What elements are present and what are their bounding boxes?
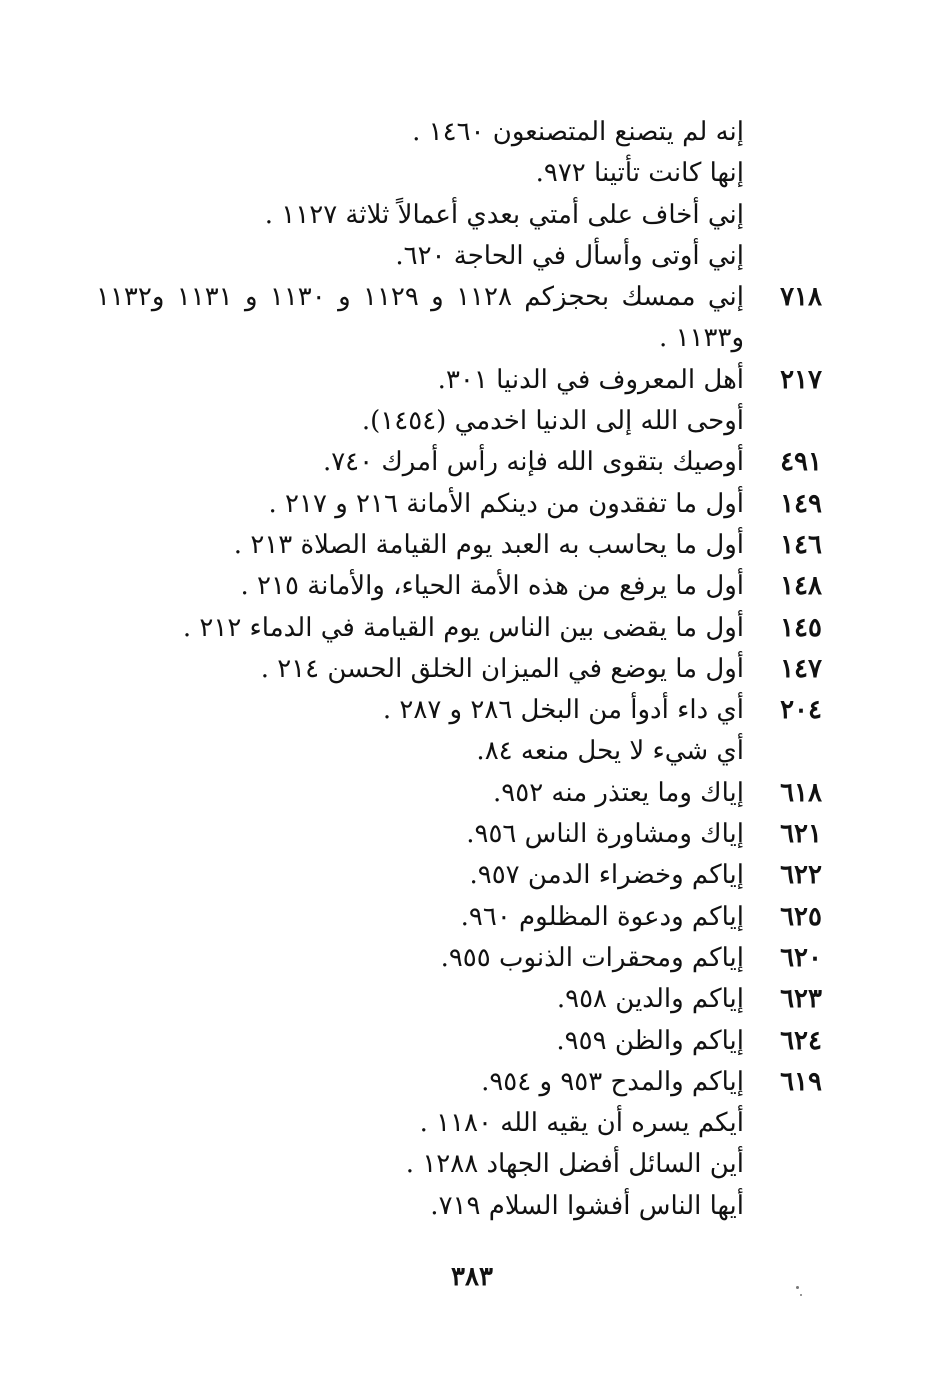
scan-speck bbox=[796, 1286, 799, 1289]
index-entry bbox=[100, 979, 822, 1020]
index-entry bbox=[100, 236, 822, 277]
entry-number: ٤٩١ bbox=[780, 447, 822, 478]
index-entries bbox=[96, 112, 822, 1227]
index-entry bbox=[100, 195, 822, 236]
entry-number: ٦٢٥ bbox=[780, 901, 822, 932]
entry-text: إياكم ودعوة المظلوم ٩٦٠. bbox=[460, 901, 744, 932]
entry-number: ١٤٩ bbox=[780, 488, 822, 519]
entry-number: ٦٢٠ bbox=[780, 942, 822, 973]
entry-text: إياكم والظن ٩٥٩. bbox=[556, 1025, 744, 1056]
index-entry bbox=[100, 690, 822, 731]
entry-number: ٦٢٣ bbox=[780, 984, 822, 1015]
entry-text: إياكم والمدح ٩٥٣ و ٩٥٤. bbox=[481, 1066, 744, 1097]
index-entry bbox=[100, 442, 822, 483]
entry-text: إياكم والدين ٩٥٨. bbox=[556, 984, 744, 1015]
entry-text: أين السائل أفضل الجهاد ١٢٨٨ . bbox=[405, 1149, 744, 1180]
index-entry bbox=[100, 897, 822, 938]
index-entry bbox=[100, 649, 822, 690]
entry-text: إياك ومشاورة الناس ٩٥٦. bbox=[466, 819, 744, 850]
index-entry bbox=[100, 153, 822, 194]
entry-number: ٧١٨ bbox=[780, 282, 822, 313]
entry-text: أيكم يسره أن يقيه الله ١١٨٠ . bbox=[419, 1108, 744, 1139]
entry-text: إني ممسك بحجزكم ١١٢٨ و ١١٢٩ و ١١٣٠ و ١١٣١ و١١٣٢ و١١٣٣ . bbox=[96, 282, 745, 354]
entry-text: أي داء أدوأ من البخل ٢٨٦ و ٢٨٧ . bbox=[382, 695, 744, 726]
entry-text: أول ما يحاسب به العبد يوم القيامة الصلاة ٢١٣ . bbox=[233, 529, 744, 560]
entry-text: أول ما يقضى بين الناس يوم القيامة في الدماء ٢١٢ . bbox=[182, 612, 744, 643]
index-entry bbox=[100, 731, 822, 772]
scan-speck bbox=[800, 1294, 802, 1296]
entry-number: ٢٠٤ bbox=[780, 695, 822, 726]
entry-number: ١٤٦ bbox=[780, 529, 822, 560]
entry-number: ٦٢٢ bbox=[780, 860, 822, 891]
entry-text: أهل المعروف في الدنيا ٣٠١. bbox=[437, 364, 744, 395]
index-entry bbox=[100, 1144, 822, 1185]
entry-text: إني أخاف على أمتي بعدي أعمالاً ثلاثة ١١٢٧ . bbox=[264, 199, 744, 230]
entry-text: إياكم وخضراء الدمن ٩٥٧. bbox=[469, 860, 744, 891]
entry-text: أوصيك بتقوى الله فإنه رأس أمرك ٧٤٠. bbox=[322, 447, 744, 478]
index-entry bbox=[100, 112, 822, 153]
index-entry bbox=[100, 608, 822, 649]
index-entry bbox=[100, 814, 822, 855]
index-entry bbox=[100, 1103, 822, 1144]
entry-number: ١٤٧ bbox=[780, 653, 822, 684]
entry-number: ١٤٥ bbox=[780, 612, 822, 643]
index-entry bbox=[100, 525, 822, 566]
entry-number: ٦٢١ bbox=[780, 819, 822, 850]
entry-text: أيها الناس أفشوا السلام ٧١٩. bbox=[430, 1190, 744, 1221]
index-entry bbox=[96, 277, 822, 360]
entry-number: ٢١٧ bbox=[780, 364, 822, 395]
index-entry bbox=[100, 773, 822, 814]
page-number: ٣٨٣ bbox=[451, 1262, 493, 1292]
index-entry bbox=[100, 1186, 822, 1227]
index-entry bbox=[100, 1021, 822, 1062]
entry-text: أول ما يرفع من هذه الأمة الحياء، والأمانة ٢١٥ . bbox=[240, 571, 744, 602]
entry-number: ١٤٨ bbox=[780, 571, 822, 602]
index-entry bbox=[100, 1062, 822, 1103]
index-entry bbox=[100, 938, 822, 979]
index-entry bbox=[100, 401, 822, 442]
entry-text: إنه لم يتصنع المتصنعون ١٤٦٠ . bbox=[412, 117, 744, 147]
entry-number: ٦١٨ bbox=[780, 777, 822, 808]
index-entry bbox=[100, 855, 822, 896]
entry-text: أول ما تفقدون من دينكم الأمانة ٢١٦ و ٢١٧ . bbox=[268, 488, 744, 519]
entry-text: إياكم ومحقرات الذنوب ٩٥٥. bbox=[440, 942, 744, 973]
entry-text: إنها كانت تأتينا ٩٧٢. bbox=[535, 158, 744, 189]
entry-text: أي شيء لا يحل منعه ٨٤. bbox=[476, 736, 744, 767]
entry-number: ٦١٩ bbox=[780, 1066, 822, 1097]
index-entry bbox=[100, 566, 822, 607]
index-entry bbox=[100, 360, 822, 401]
entry-text: أول ما يوضع في الميزان الخلق الحسن ٢١٤ . bbox=[260, 653, 744, 684]
index-entry bbox=[100, 484, 822, 525]
entry-text: إياك وما يعتذر منه ٩٥٢. bbox=[493, 777, 744, 808]
entry-text: إني أوتى وأسأل في الحاجة ٦٢٠. bbox=[395, 240, 744, 271]
entry-number: ٦٢٤ bbox=[780, 1025, 822, 1056]
entry-text: أوحى الله إلى الدنيا اخدمي (١٤٥٤). bbox=[361, 406, 744, 437]
